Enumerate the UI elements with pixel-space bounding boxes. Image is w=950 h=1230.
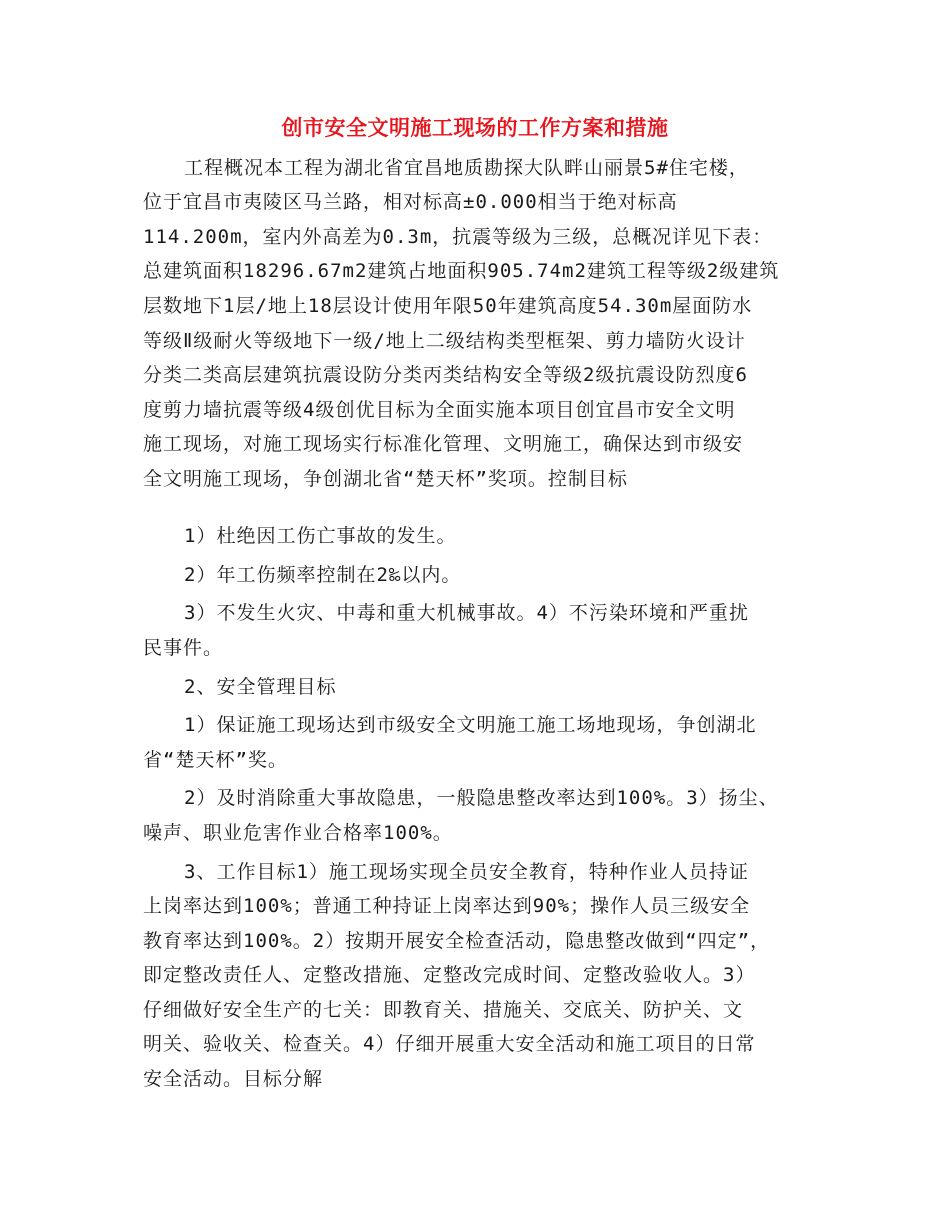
paragraph-line: 安全活动。目标分解 [143,1068,324,1090]
paragraph-line: 噪声、职业危害作业合格率100%。 [143,822,453,844]
paragraph-line: 教育率达到100%。2）按期开展安全检查活动，隐患整改做到“四定”， [143,930,771,952]
section-heading: 3、工作目标1）施工现场实现全员安全教育，特种作业人员持证 [184,861,749,883]
paragraph-line: 省“楚天杯”奖。 [143,749,288,771]
paragraph-line: 即定整改责任人、定整改措施、定整改完成时间、定整改验收人。3） [143,964,756,986]
list-item: 2）及时消除重大事故隐患，一般隐患整改率达到100%。3）扬尘、 [184,787,779,809]
paragraph-line: 114.200m，室内外高差为0.3m，抗震等级为三级，总概况详见下表： [143,226,773,248]
paragraph-line: 上岗率达到100%；普通工种持证上岗率达到90%；操作人员三级安全 [143,895,751,917]
document-title: 创市安全文明施工现场的工作方案和措施 [281,115,669,140]
paragraph-line: 度剪力墙抗震等级4级创优目标为全面实施本项目创宜昌市安全文明 [143,399,736,421]
list-item: 3）不发生火灾、中毒和重大机械事故。4）不污染环境和严重扰 [184,602,749,624]
paragraph-line: 施工现场，对施工现场实行标准化管理、文明施工，确保达到市级安 [143,433,744,455]
paragraph-line: 位于宜昌市夷陵区马兰路，相对标高±0.000相当于绝对标高 [143,191,678,213]
list-item: 1）杜绝因工伤亡事故的发生。 [184,525,457,547]
paragraph-line: 明关、验收关、检查关。4）仔细开展重大安全活动和施工项目的日常 [143,1033,756,1055]
paragraph-line: 总建筑面积18296.67m2建筑占地面积905.74m2建筑工程等级2级建筑 [143,260,780,282]
paragraph-line: 工程概况本工程为湖北省宜昌地质勘探大队畔山丽景5#住宅楼， [184,157,749,179]
paragraph-line: 层数地下1层/地上18层设计使用年限50年建筑高度54.30m屋面防水 [143,295,753,317]
section-heading: 2、安全管理目标 [184,676,337,698]
list-item: 2）年工伤频率控制在2‰以内。 [184,564,462,586]
paragraph-line: 全文明施工现场，争创湖北省“楚天杯”奖项。控制目标 [143,468,628,490]
paragraph-line: 分类二类高层建筑抗震设防分类丙类结构安全等级2级抗震设防烈度6 [143,364,748,386]
paragraph-line: 等级Ⅱ级耐火等级地下一级/地上二级结构类型框架、剪力墙防火设计 [143,330,746,352]
paragraph-line: 民事件。 [143,637,224,659]
paragraph-line: 仔细做好安全生产的七关：即教育关、措施关、交底关、防护关、文 [143,999,744,1021]
list-item: 1）保证施工现场达到市级安全文明施工施工场地现场，争创湖北 [184,714,757,736]
